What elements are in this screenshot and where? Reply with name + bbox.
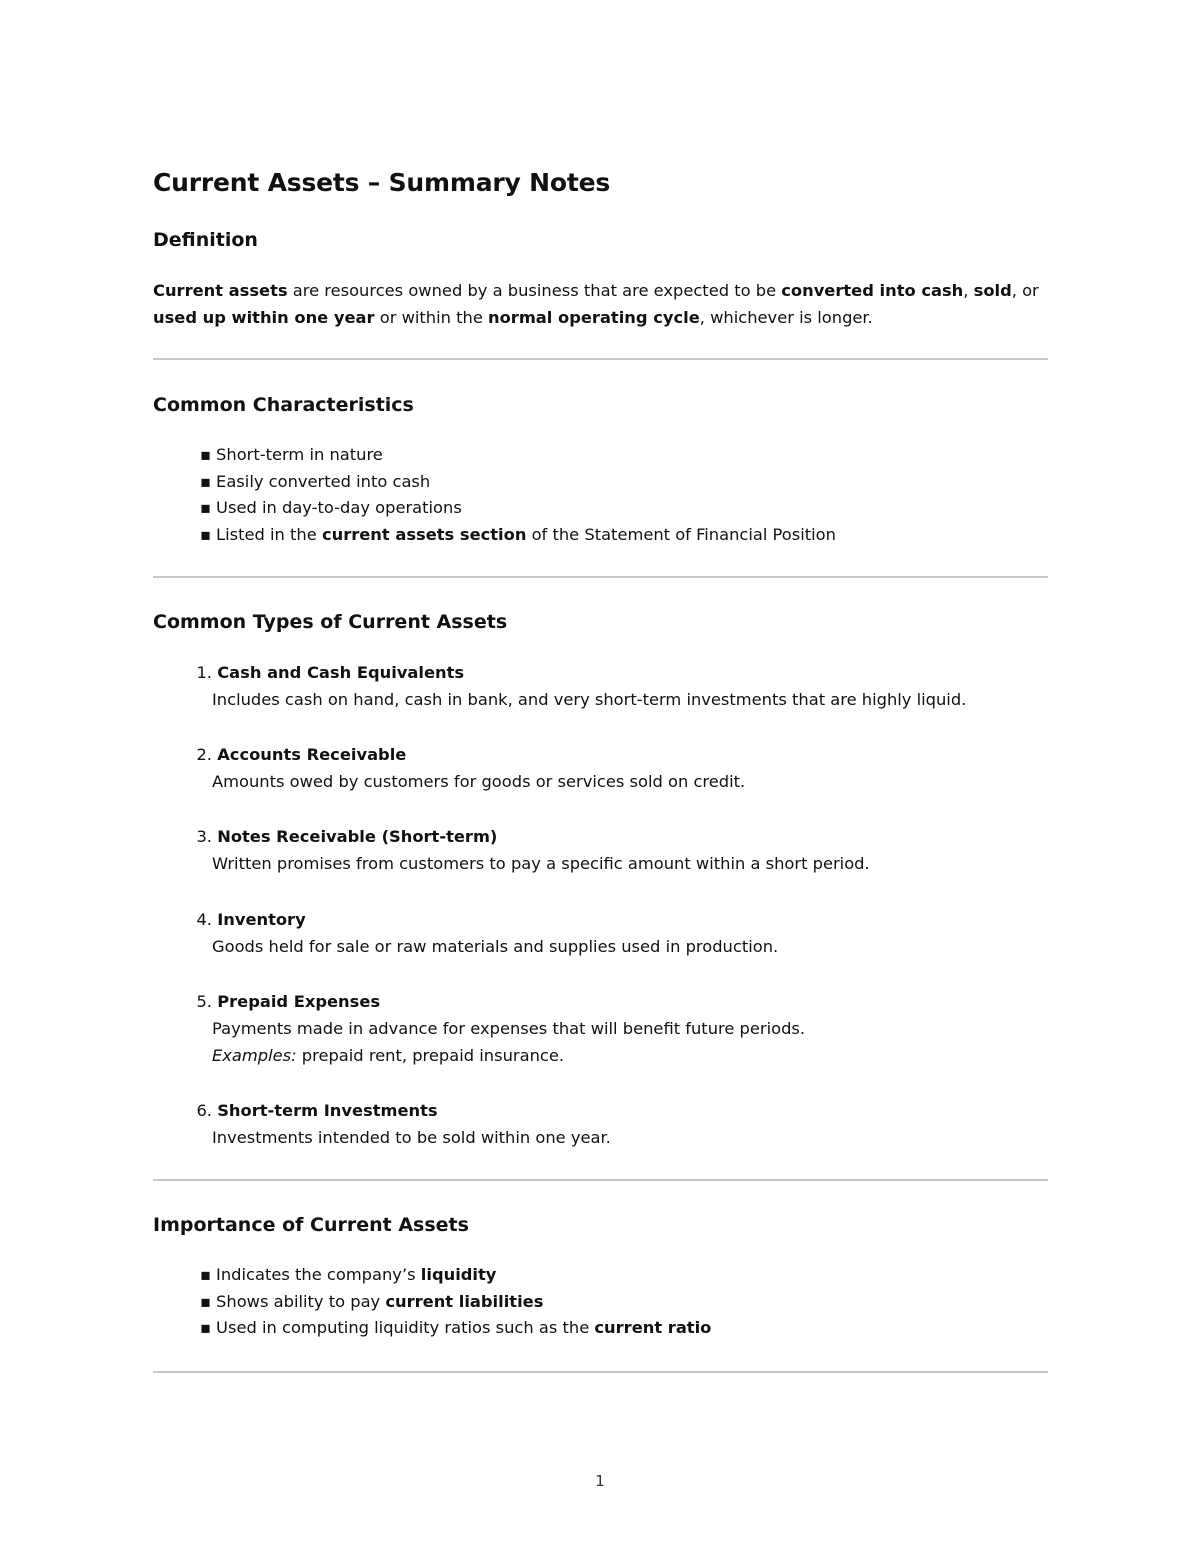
item-name: Notes Receivable (Short-term)	[217, 827, 498, 846]
bullet-icon: ▪	[200, 1265, 212, 1284]
list-item: ▪ Easily converted into cash	[200, 471, 431, 491]
item-examples: Examples: prepaid rent, prepaid insurance.	[212, 1046, 565, 1065]
bullet-icon: ▪	[200, 498, 212, 518]
item-number: 5.	[196, 992, 212, 1011]
definition-heading: Definition	[153, 229, 258, 251]
list-item	[191, 988, 805, 1069]
examples-label: Examples:	[212, 1046, 297, 1065]
list-item	[191, 823, 870, 877]
definition-text: or within the	[374, 308, 489, 327]
item-number: 1.	[196, 663, 212, 682]
item-name: Short-term Investments	[217, 1101, 438, 1120]
page-number: 1	[595, 1472, 605, 1490]
characteristics-heading: Common Characteristics	[153, 394, 414, 416]
item-number: 2.	[196, 745, 212, 764]
definition-text: are resources owned by a business that are expected to be	[287, 281, 782, 300]
list-item: ▪ Used in day-to-day operations	[200, 498, 462, 518]
item-number: 3.	[196, 827, 212, 846]
item-name: Prepaid Expenses	[217, 992, 381, 1011]
section-divider	[153, 1179, 1048, 1181]
item-name: Inventory	[217, 910, 306, 929]
item-description: Includes cash on hand, cash in bank, and very short-term investments that are highly liquid.	[212, 690, 967, 709]
definition-text: ,	[963, 281, 974, 300]
importance-list	[200, 1262, 711, 1342]
list-item: ▪ Short-term in nature	[200, 445, 383, 464]
item-description: Amounts owed by customers for goods or services sold on credit.	[212, 772, 746, 791]
section-divider	[153, 1371, 1048, 1373]
definition-term: Current assets	[153, 281, 288, 300]
bullet-icon: ▪	[200, 525, 212, 545]
characteristics-list	[200, 442, 836, 549]
item-name: Cash and Cash Equivalents	[217, 663, 465, 682]
item-description: Goods held for sale or raw materials and supplies used in production.	[212, 937, 779, 956]
list-item: ▪ Used in computing liquidity ratios such as the current ratio	[200, 1318, 712, 1338]
bullet-icon: ▪	[200, 471, 212, 491]
bullet-icon: ▪	[200, 1291, 212, 1311]
list-item	[191, 741, 745, 795]
list-item: ▪ Indicates the company’s liquidity	[200, 1265, 497, 1284]
item-description: Written promises from customers to pay a specific amount within a short period.	[212, 854, 870, 873]
item-description: Payments made in advance for expenses that will benefit future periods.	[212, 1019, 806, 1038]
definition-emphasis: sold	[973, 281, 1012, 300]
list-item	[191, 659, 966, 713]
item-number: 6.	[196, 1101, 212, 1120]
types-heading: Common Types of Current Assets	[153, 611, 508, 633]
definition-emphasis: used up within one year	[153, 308, 375, 327]
importance-heading: Importance of Current Assets	[153, 1214, 469, 1236]
section-divider	[153, 576, 1048, 578]
definition-paragraph	[153, 277, 1048, 331]
item-name: Accounts Receivable	[217, 745, 407, 764]
definition-emphasis: converted into cash	[781, 281, 964, 300]
definition-text: , or	[1011, 281, 1039, 300]
section-divider	[153, 358, 1048, 360]
page-title: Current Assets – Summary Notes	[153, 168, 611, 197]
definition-text: , whichever is longer.	[699, 308, 873, 327]
item-description: Investments intended to be sold within one year.	[212, 1128, 611, 1147]
definition-emphasis: normal operating cycle	[488, 308, 700, 327]
bullet-icon: ▪	[200, 445, 212, 464]
list-item	[191, 906, 778, 960]
item-number: 4.	[196, 910, 212, 929]
list-item	[191, 1097, 611, 1151]
bullet-icon: ▪	[200, 1318, 212, 1338]
list-item: ▪ Shows ability to pay current liabilities	[200, 1291, 544, 1311]
list-item: ▪ Listed in the current assets section of the Statement of Financial Position	[200, 525, 836, 545]
